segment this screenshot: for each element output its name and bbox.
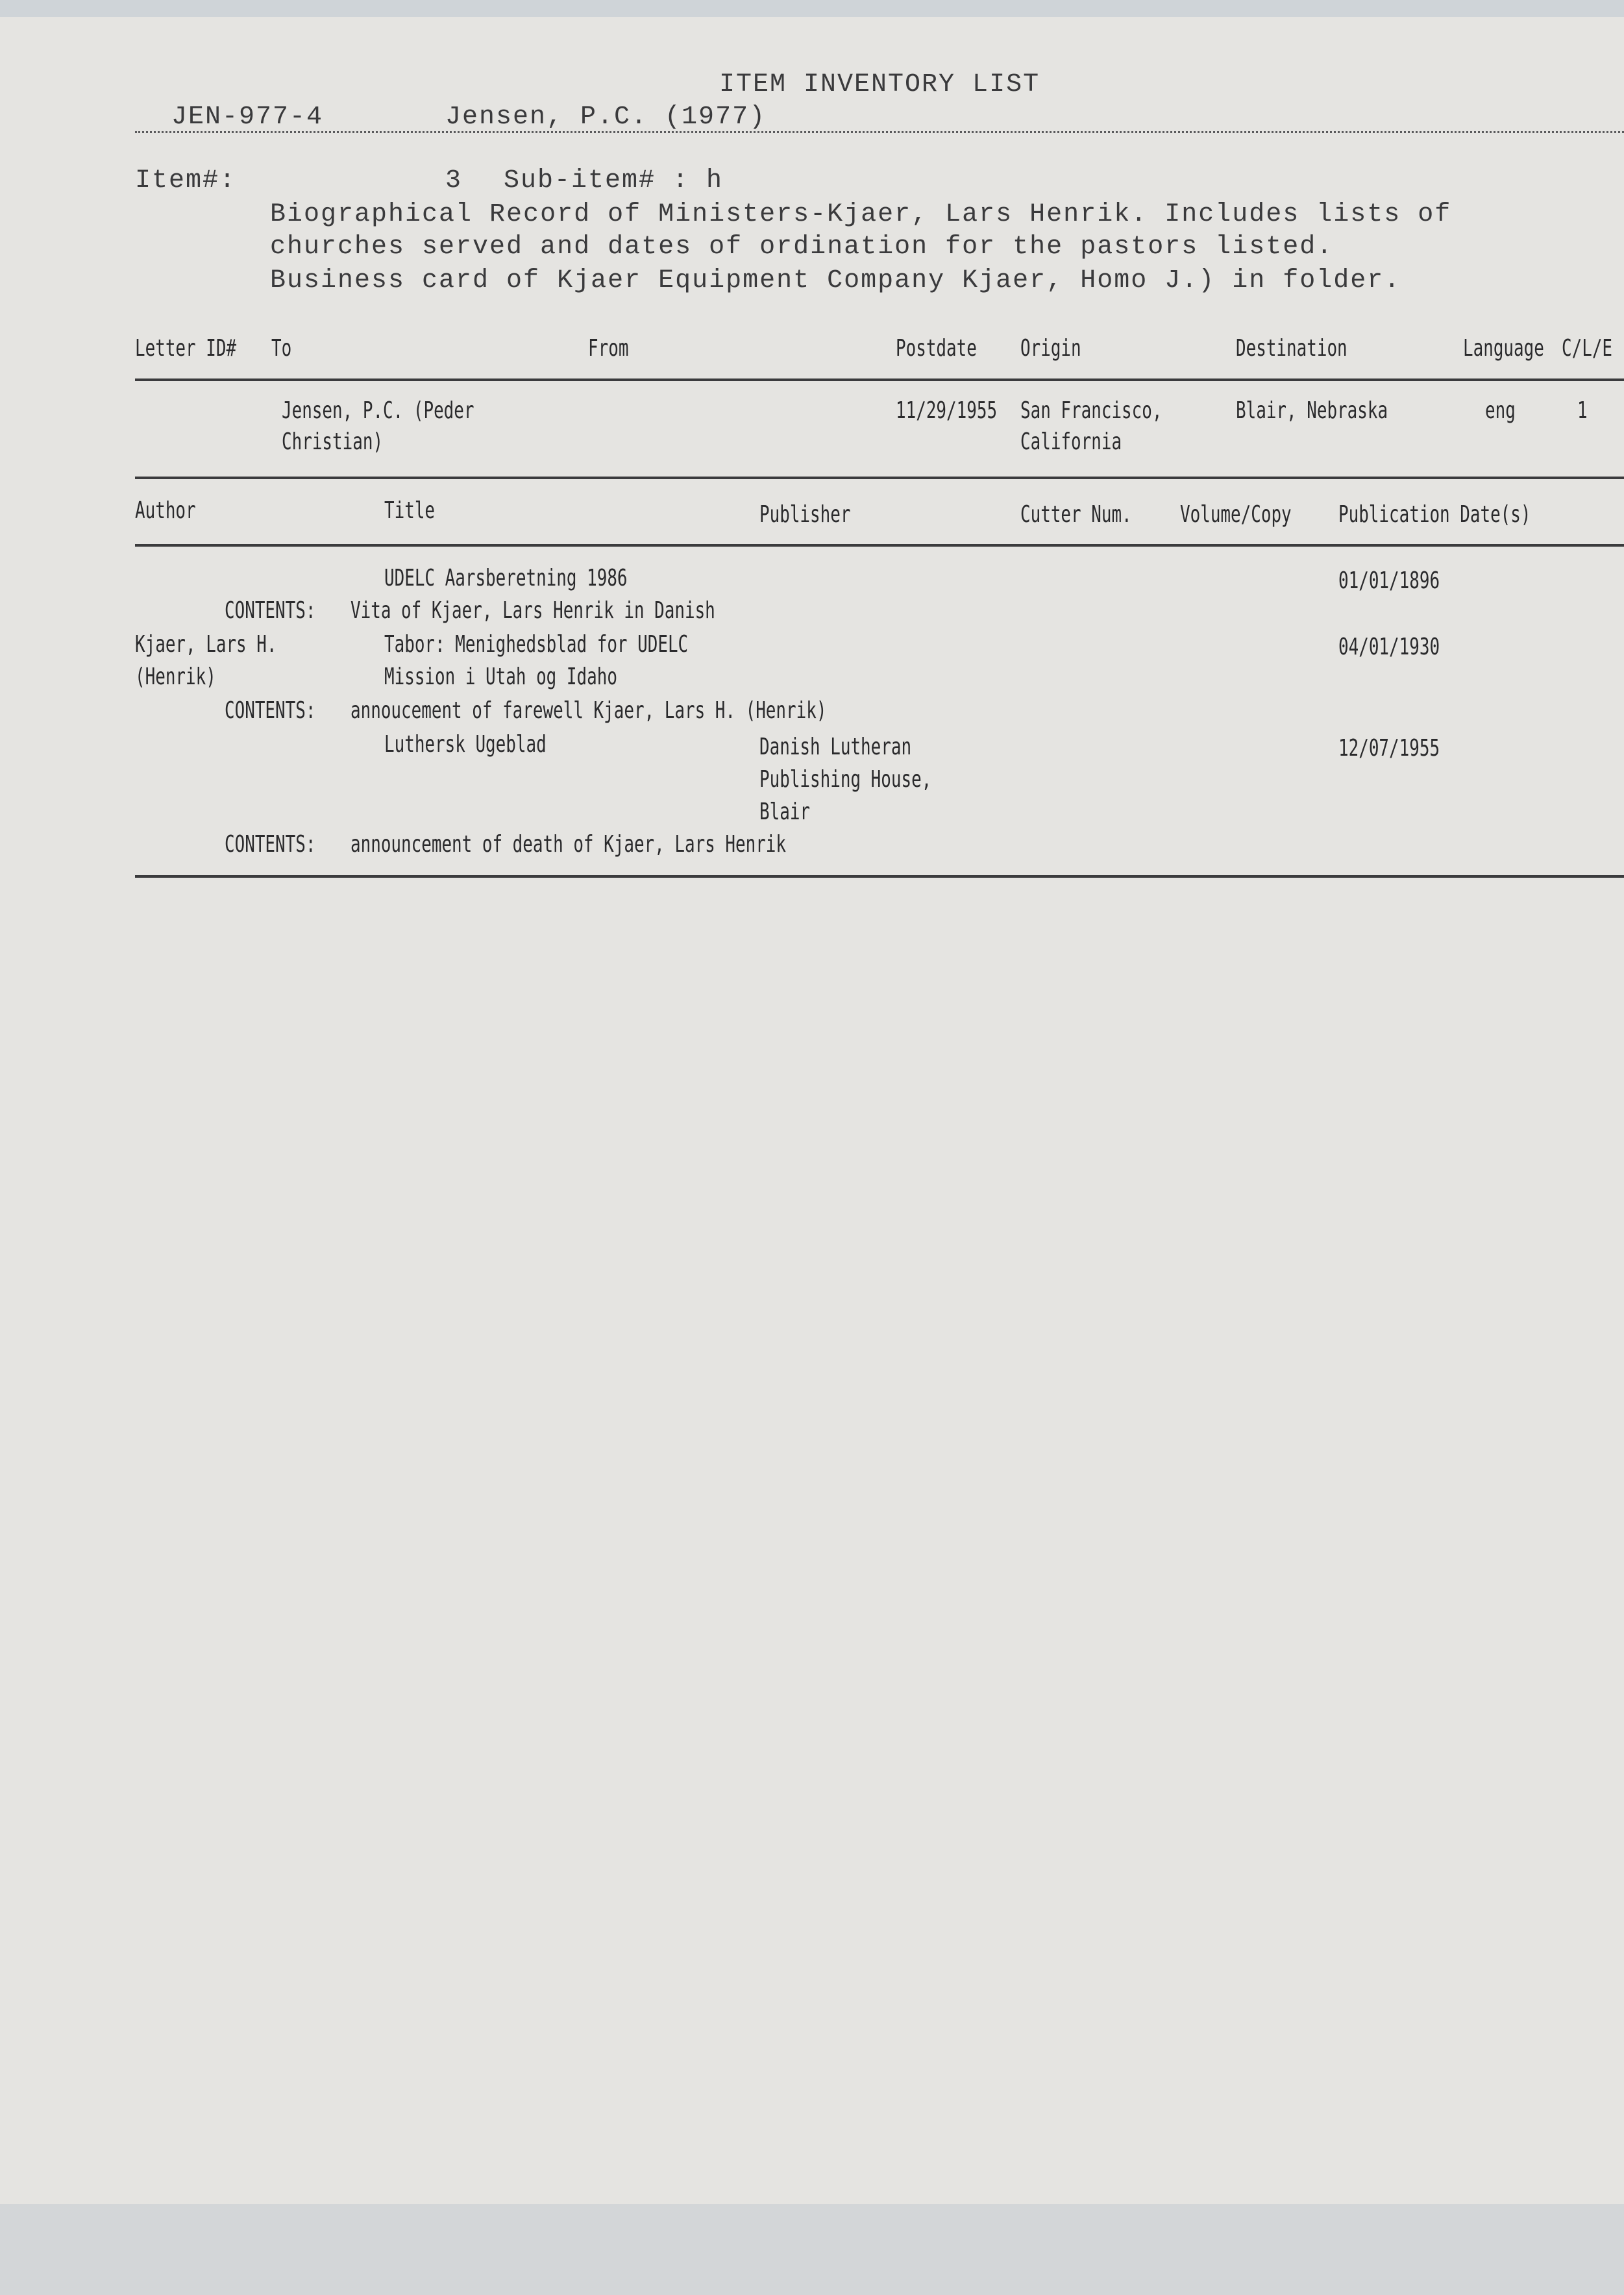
pub-title: UDELC Aarsberetning 1986 [384,565,628,591]
table-rule [135,378,1624,381]
pub-publisher: Danish Lutheran [759,734,912,760]
col-header-cle: C/L/E [1562,335,1613,362]
letter-language: eng [1485,397,1516,424]
col-header-volume: Volume/Copy [1180,501,1292,528]
contents-label: CONTENTS: [225,597,316,624]
pub-title: Mission i Utah og Idaho [384,664,617,690]
table-rule [135,875,1624,878]
pub-author: Kjaer, Lars H. [135,631,277,658]
col-header-letter-id: Letter ID# [135,335,237,362]
col-header-origin: Origin [1020,335,1081,362]
header-dotted-rule [135,131,1624,133]
pub-title: Tabor: Menighedsblad for UDELC [384,631,689,658]
description-line: Business card of Kjaer Equipment Company Kjaer, Homo J.) in folder. [270,266,1401,295]
contents-label: CONTENTS: [225,697,316,724]
pub-date: 12/07/1955 [1338,735,1440,762]
col-header-postdate: Postdate [896,335,977,362]
pub-publisher: Publishing House, [759,766,932,793]
letter-cle: 1 [1577,397,1588,424]
pub-title: Luthersk Ugeblad [384,731,547,758]
subitem-label: Sub-item# : h [504,166,724,195]
pub-date: 04/01/1930 [1338,634,1440,660]
table-rule [135,544,1624,547]
col-header-to: To [271,335,292,362]
pub-contents: Vita of Kjaer, Lars Henrik in Danish [351,597,715,624]
col-header-title: Title [384,497,436,524]
col-header-language: Language [1463,335,1544,362]
collection-name: Jensen, P.C. (1977) [445,103,767,132]
pub-contents: announcement of death of Kjaer, Lars Henrik [351,831,787,858]
col-header-from: From [588,335,629,362]
col-header-publisher: Publisher [759,501,851,528]
letter-to: Christian) [282,428,384,455]
contents-label: CONTENTS: [225,831,316,858]
letter-postdate: 11/29/1955 [896,397,998,424]
pub-publisher: Blair [759,799,811,825]
collection-id: JEN-977-4 [171,103,324,132]
item-number: 3 [445,166,463,195]
description-line: Biographical Record of Ministers-Kjaer, Lars Henrik. Includes lists of [270,200,1452,229]
pub-author: (Henrik) [135,664,216,690]
item-label: Item#: [135,166,237,195]
col-header-pubdate: Publication Date(s) [1338,501,1531,528]
pub-date: 01/01/1896 [1338,567,1440,594]
letter-to: Jensen, P.C. (Peder [282,397,474,424]
scan-top-edge [0,0,1624,17]
scan-bottom-edge [0,2204,1624,2295]
description-line: churches served and dates of ordination for the pastors listed. [270,232,1334,262]
col-header-destination: Destination [1236,335,1347,362]
letter-origin: San Francisco, [1020,397,1163,424]
col-header-cutter: Cutter Num. [1020,501,1132,528]
col-header-author: Author [135,497,196,524]
table-rule [135,477,1624,479]
letter-destination: Blair, Nebraska [1236,397,1388,424]
letter-origin: California [1020,428,1122,455]
pub-contents: annoucement of farewell Kjaer, Lars H. (Henrik) [351,697,827,724]
document-title: ITEM INVENTORY LIST [719,70,1040,99]
